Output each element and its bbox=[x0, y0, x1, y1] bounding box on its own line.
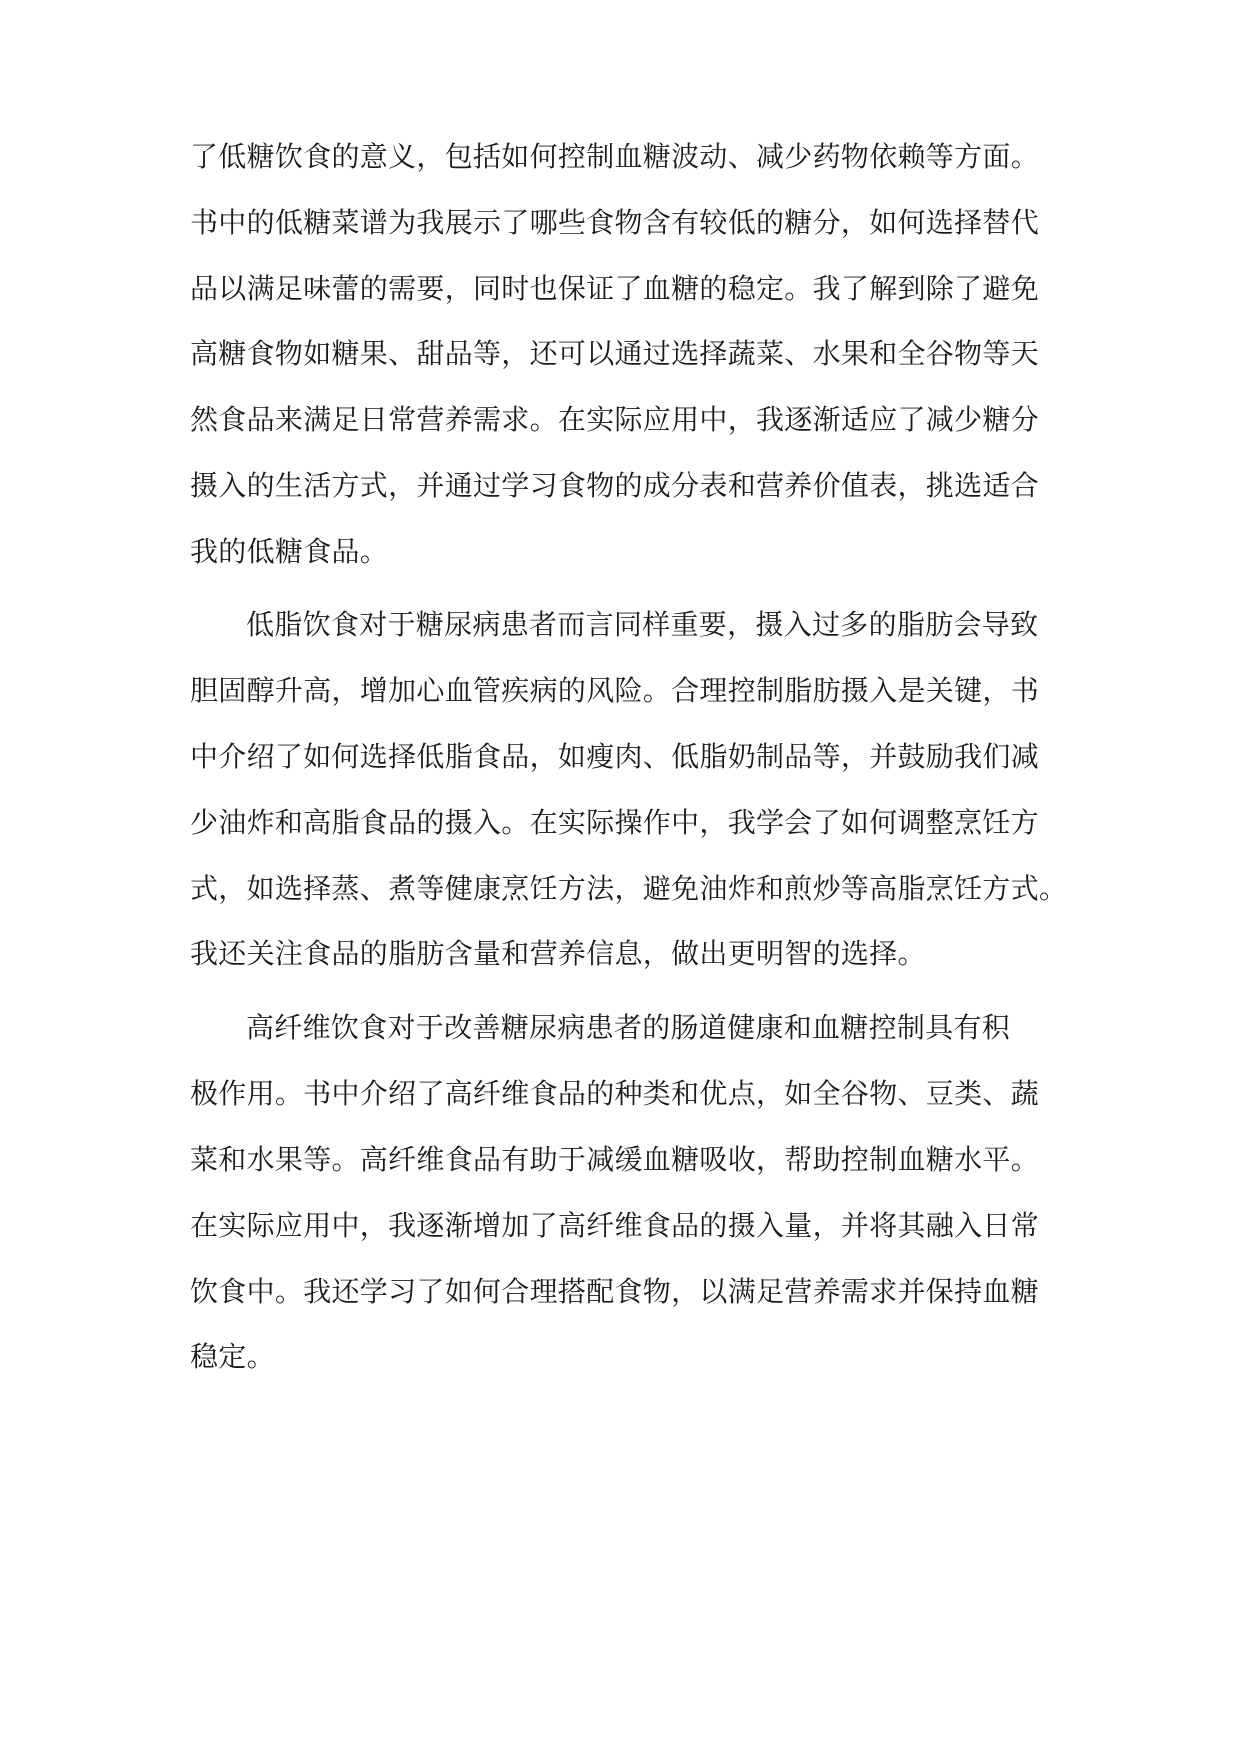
paragraph-line: 我还关注食品的脂肪含量和营养信息，做出更明智的选择。 bbox=[190, 937, 926, 970]
paragraph-line: 高糖食物如糖果、甜品等，还可以通过选择蔬菜、水果和全谷物等天 bbox=[190, 337, 1040, 370]
paragraph-first-line: 低脂饮食对于糖尿病患者而言同样重要，摄入过多的脂肪会导致 bbox=[246, 608, 1039, 641]
paragraph-line: 稳定。 bbox=[190, 1340, 275, 1373]
paragraph-line: 在实际应用中，我逐渐增加了高纤维食品的摄入量，并将其融入日常 bbox=[190, 1209, 1040, 1242]
paragraph-line: 胆固醇升高，增加心血管疾病的风险。合理控制脂肪摄入是关键，书 bbox=[190, 674, 1040, 707]
paragraph-line: 中介绍了如何选择低脂食品，如瘦肉、低脂奶制品等，并鼓励我们减 bbox=[190, 740, 1040, 773]
paragraph-line: 少油炸和高脂食品的摄入。在实际操作中，我学会了如何调整烹饪方 bbox=[190, 806, 1040, 839]
paragraph-line: 书中的低糖菜谱为我展示了哪些食物含有较低的糖分，如何选择替代 bbox=[190, 206, 1040, 239]
paragraph-line: 式，如选择蒸、煮等健康烹饪方法，避免油炸和煎炒等高脂烹饪方式。 bbox=[190, 872, 1068, 905]
paragraph-first-line: 高纤维饮食对于改善糖尿病患者的肠道健康和血糖控制具有积 bbox=[246, 1011, 1011, 1044]
paragraph-line: 极作用。书中介绍了高纤维食品的种类和优点，如全谷物、豆类、蔬 bbox=[190, 1077, 1040, 1110]
paragraph-line: 摄入的生活方式，并通过学习食物的成分表和营养价值表，挑选适合 bbox=[190, 469, 1040, 502]
paragraph-line: 菜和水果等。高纤维食品有助于减缓血糖吸收，帮助控制血糖水平。 bbox=[190, 1143, 1040, 1176]
paragraph-line: 我的低糖食品。 bbox=[190, 535, 389, 568]
paragraph-line: 了低糖饮食的意义，包括如何控制血糖波动、减少药物依赖等方面。 bbox=[190, 140, 1040, 173]
paragraph-line: 品以满足味蕾的需要，同时也保证了血糖的稳定。我了解到除了避免 bbox=[190, 272, 1040, 305]
paragraph-line: 饮食中。我还学习了如何合理搭配食物，以满足营养需求并保持血糖 bbox=[190, 1275, 1040, 1308]
paragraph-line: 然食品来满足日常营养需求。在实际应用中，我逐渐适应了减少糖分 bbox=[190, 403, 1040, 436]
